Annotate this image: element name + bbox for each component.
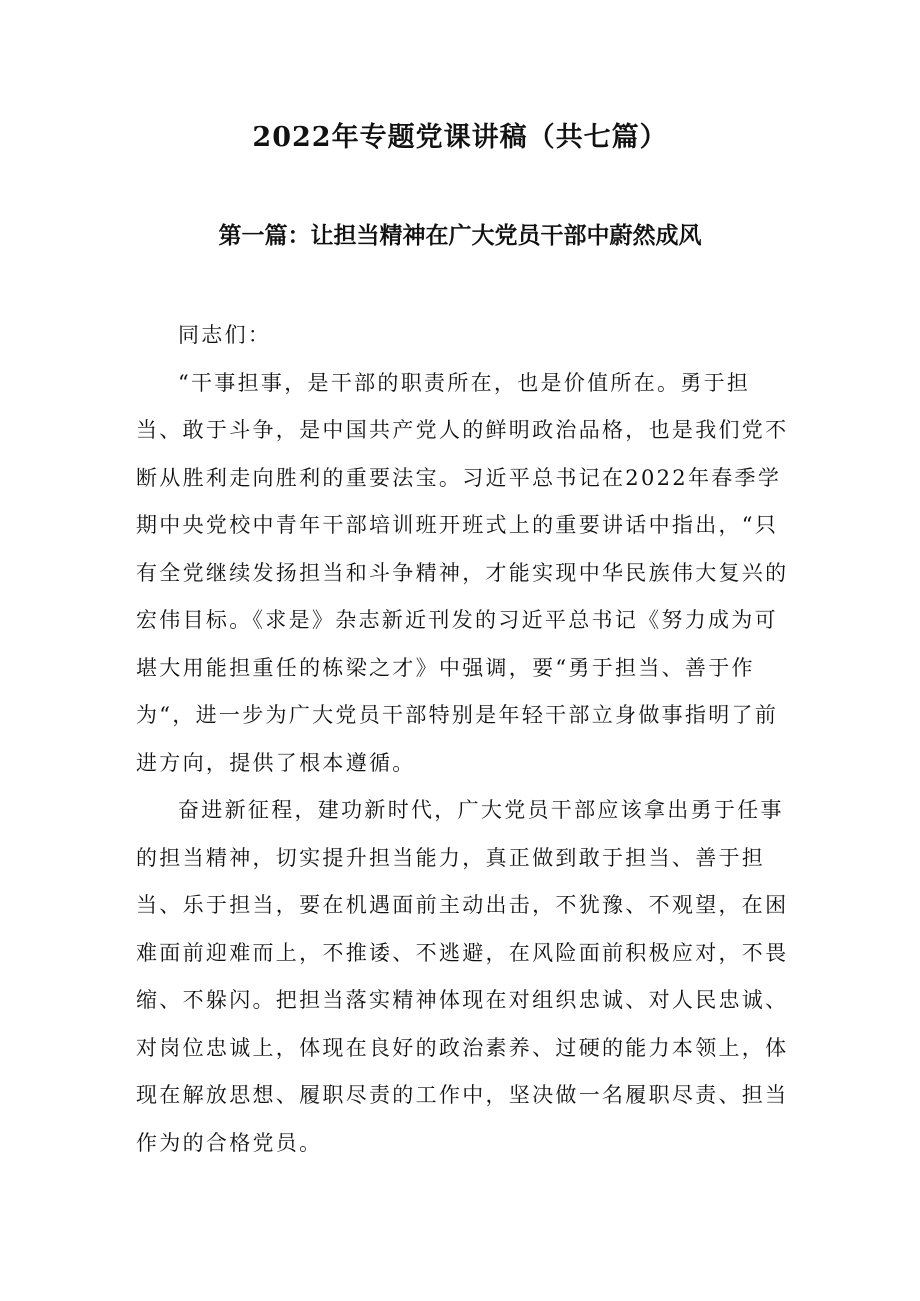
paragraph-1: “干事担事，是干部的职责所在，也是价值所在。勇于担当、敢于斗争，是中国共产党人的鲜明政治品格，也是我们党不断从胜利走向胜利的重要法宝。习近平总书记在2022年春季学期中央党校中青年干部培训班开班式上的重要讲话中指出，“只有全党继续发扬担当和斗争精神，才能实现中华民族伟大复兴的宏伟目标。《求是》杂志新近刊发的习近平总书记《努力成为可堪大用能担重任的栋梁之才》中强调，要“勇于担当、善于作为“，进一步为广大党员干部特别是年轻干部立身做事指明了前进方向，提供了根本遵循。 xyxy=(136,370,789,775)
document-title: 2022年专题党课讲稿（共七篇） xyxy=(252,122,668,153)
section-title: 第一篇：让担当精神在广大党员干部中蔚然成风 xyxy=(218,223,702,249)
paragraph-2: 奋进新征程，建功新时代，广大党员干部应该拿出勇于任事的担当精神，切实提升担当能力，真正做到敢于担当、善于担当、乐于担当，要在机遇面前主动出击，不犹豫、不观望，在困难面前迎难而上，不推诿、不逃避，在风险面前积极应对，不畏缩、不躲闪。把担当落实精神体现在对组织忠诚、对人民忠诚、对岗位忠诚上，体现在良好的政治素养、过硬的能力本领上，体现在解放思想、履职尽责的工作中，坚决做一名履职尽责、担当作为的合格党员。 xyxy=(136,798,789,1155)
document-body xyxy=(136,312,792,1167)
salutation: 同志们： xyxy=(178,323,272,347)
